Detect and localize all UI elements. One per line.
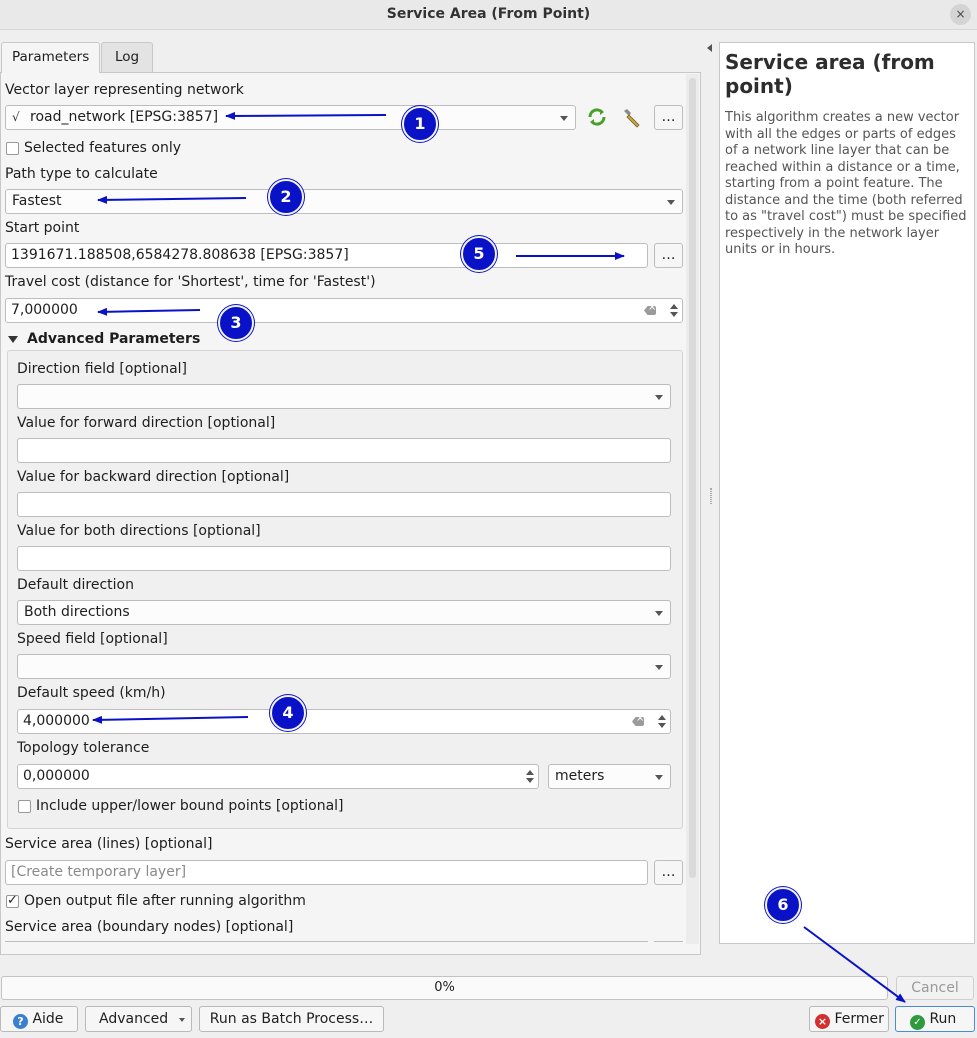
topology-tolerance-value: 0,000000 bbox=[23, 768, 90, 784]
forward-direction-label: Value for forward direction [optional] bbox=[17, 415, 276, 431]
travel-cost-label: Travel cost (distance for 'Shortest', time for 'Fastest') bbox=[5, 274, 376, 290]
default-speed-label: Default speed (km/h) bbox=[17, 685, 166, 701]
travel-cost-value: 7,000000 bbox=[11, 302, 78, 318]
tab-log-label: Log bbox=[114, 49, 140, 65]
progress-text: 0% bbox=[434, 980, 455, 995]
check-icon: ✓ bbox=[910, 1015, 925, 1030]
tab-parameters[interactable] bbox=[1, 42, 100, 73]
annotation-badge-1: 1 bbox=[402, 106, 438, 142]
advanced-button-label: Advanced bbox=[99, 1011, 169, 1027]
backward-direction-label: Value for backward direction [optional] bbox=[17, 469, 290, 485]
tab-parameters-label: Parameters bbox=[12, 49, 90, 65]
topology-tolerance-label: Topology tolerance bbox=[17, 740, 150, 756]
tolerance-unit-value: meters bbox=[555, 768, 605, 784]
network-layer-value: road_network [EPSG:3857] bbox=[30, 109, 219, 125]
annotation-arrow-2 bbox=[98, 198, 246, 200]
service-area-lines-more-button[interactable]: … bbox=[654, 860, 683, 885]
annotation-arrow-3 bbox=[98, 310, 200, 312]
annotation-arrow-6 bbox=[804, 927, 905, 1002]
advanced-parameters-header[interactable]: Advanced Parameters bbox=[27, 331, 201, 347]
help-icon: ? bbox=[13, 1014, 28, 1029]
network-layer-label: Vector layer representing network bbox=[5, 82, 244, 98]
selected-features-label: Selected features only bbox=[24, 140, 182, 156]
open-output-label: Open output file after running algorithm bbox=[24, 893, 306, 909]
close-icon: × bbox=[815, 1014, 830, 1029]
close-button-label: Fermer bbox=[834, 1011, 884, 1027]
both-directions-label: Value for both directions [optional] bbox=[17, 523, 261, 539]
default-direction-value: Both directions bbox=[24, 604, 130, 620]
start-point-more-button[interactable]: … bbox=[654, 243, 683, 268]
window-title: Service Area (From Point) bbox=[386, 6, 591, 22]
direction-field-label: Direction field [optional] bbox=[17, 361, 188, 377]
batch-process-button[interactable]: Run as Batch Process… bbox=[199, 1006, 384, 1032]
close-window-icon[interactable]: × bbox=[950, 4, 971, 25]
annotation-badge-3: 3 bbox=[218, 305, 254, 341]
start-point-label: Start point bbox=[5, 220, 80, 236]
start-point-field[interactable]: 1391671.188508,6584278.808638 [EPSG:3857] bbox=[5, 243, 648, 268]
cancel-button[interactable]: Cancel bbox=[896, 976, 974, 1000]
default-speed-value: 4,000000 bbox=[23, 713, 90, 729]
help-title: Service area (from point) bbox=[725, 50, 935, 98]
boundary-nodes-label: Service area (boundary nodes) [optional] bbox=[5, 919, 294, 935]
run-button-label: Run bbox=[929, 1011, 957, 1027]
annotation-badge-2: 2 bbox=[268, 179, 304, 215]
bounds-label: Include upper/lower bound points [optional] bbox=[36, 798, 344, 814]
path-type-value: Fastest bbox=[12, 193, 62, 209]
default-direction-label: Default direction bbox=[17, 577, 134, 593]
annotation-badge-5: 5 bbox=[461, 236, 497, 272]
network-layer-more-button[interactable]: … bbox=[654, 105, 683, 130]
help-body: This algorithm creates a new vector with all the edges or parts of edges of a network line layer that can be reached within a distance or a time, starting from a point feature. The distance and the time (both referred to as "travel cost") must be specified respectively in the network layer units or in hours. bbox=[725, 110, 967, 257]
line-layer-icon: √ bbox=[12, 110, 20, 124]
annotation-badge-4: 4 bbox=[270, 695, 306, 731]
speed-field-label: Speed field [optional] bbox=[17, 631, 168, 647]
path-type-label: Path type to calculate bbox=[5, 166, 158, 182]
annotation-arrow-1 bbox=[226, 115, 386, 116]
service-area-lines-field[interactable]: [Create temporary layer] bbox=[5, 860, 648, 885]
service-area-lines-label: Service area (lines) [optional] bbox=[5, 836, 213, 852]
annotation-badge-6: 6 bbox=[765, 887, 801, 923]
help-button-label: Aide bbox=[32, 1011, 64, 1027]
annotation-arrow-4 bbox=[93, 717, 248, 720]
